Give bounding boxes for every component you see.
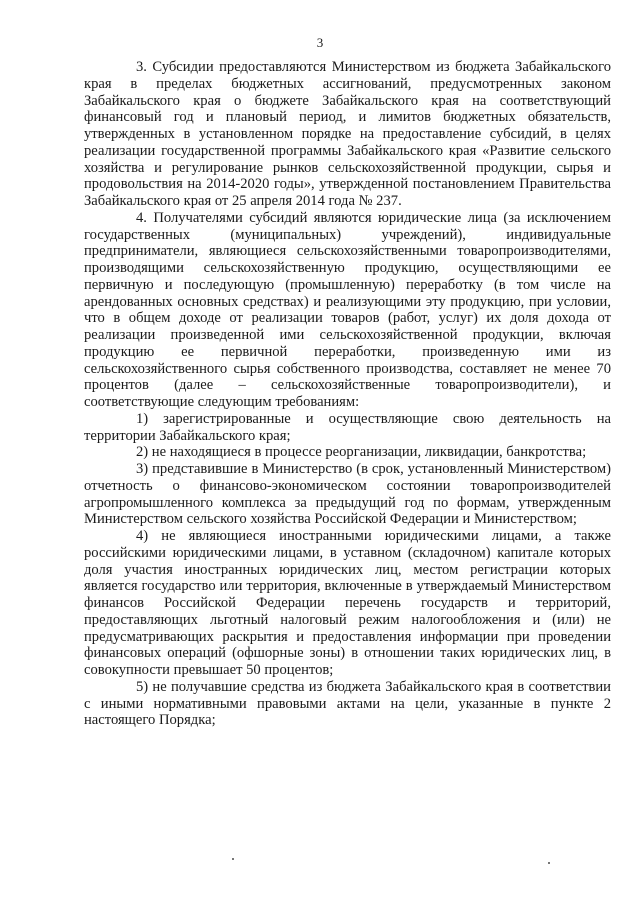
list-item-requirement-5: 5) не получавшие средства из бюджета Забайкальского края в соответствии с иными нормативными правовыми актами на цели, указанные в пункте 2 настоящего Порядка; — [84, 678, 611, 729]
list-item-requirement-1: 1) зарегистрированные и осуществляющие свою деятельность на территории Забайкальского края; — [84, 410, 611, 444]
scan-speck — [548, 862, 550, 864]
scan-speck — [232, 858, 234, 860]
list-item-requirement-2: 2) не находящиеся в процессе реорганизации, ликвидации, банкротства; — [136, 444, 587, 461]
paragraph-clause-3: 3. Субсидии предоставляются Министерством из бюджета Забайкальского края в пределах бюджетных ассигнований, предусмотренных законом Забайкальского края о бюджете Забайкальского края на соответствующий финансовый год и плановый период, и лимитов бюджетных обязательств, утвержденных в установленном порядке на предоставление субсидий, в целях реализации государственной программы Забайкальского края «Развитие сельского хозяйства и регулирование рынков сельскохозяйственной продукции, сырья и продовольствия на 2014-2020 годы», утвержденной постановлением Правительства Забайкальского края от 25 апреля 2014 года № 237. — [84, 59, 611, 209]
document-body — [84, 59, 611, 729]
list-item-requirement-3: 3) представившие в Министерство (в срок, установленный Министерством) отчетность о финансово-экономическом состоянии товаропроизводителей агропромышленного комплекса за предыдущий год по формам, утвержденным Министерством сельского хозяйства Российской Федерации и Министерством; — [84, 461, 611, 528]
list-item-requirement-4: 4) не являющиеся иностранными юридическими лицами, а также российскими юридическими лицами, в уставном (складочном) капитале которых доля участия иностранных юридических лиц, местом регистрации которых является государство или территория, включенные в утверждаемый Министерством финансов Российской Федерации перечень государств и территорий, предоставляющих льготный налоговый режим налогообложения и (или) не предусматривающих раскрытия и предоставления информации при проведении финансовых операций (офшорные зоны) в отношении таких юридических лиц, в совокупности превышает 50 процентов; — [84, 528, 611, 678]
paragraph-clause-4: 4. Получателями субсидий являются юридические лица (за исключением государственных (муниципальных) учреждений), индивидуальные предприниматели, являющиеся сельскохозяйственными товаропроизводителями, производящими сельскохозяйственную продукцию, осуществляющими ее первичную и последующую (промышленную) переработку (в том числе на арендованных основных средствах) и реализующими эту продукцию, при условии, что в общем доходе от реализации товаров (работ, услуг) их доля дохода от реализации произведенной ими сельскохозяйственной продукции, включая продукцию ее первичной переработки, произведенную ими из сельскохозяйственного сырья собственного производства, составляет не менее 70 процентов (далее – сельскохозяйственные товаропроизводители), и соответствующие следующим требованиям: — [84, 209, 611, 410]
page-number: 3 — [316, 35, 324, 50]
